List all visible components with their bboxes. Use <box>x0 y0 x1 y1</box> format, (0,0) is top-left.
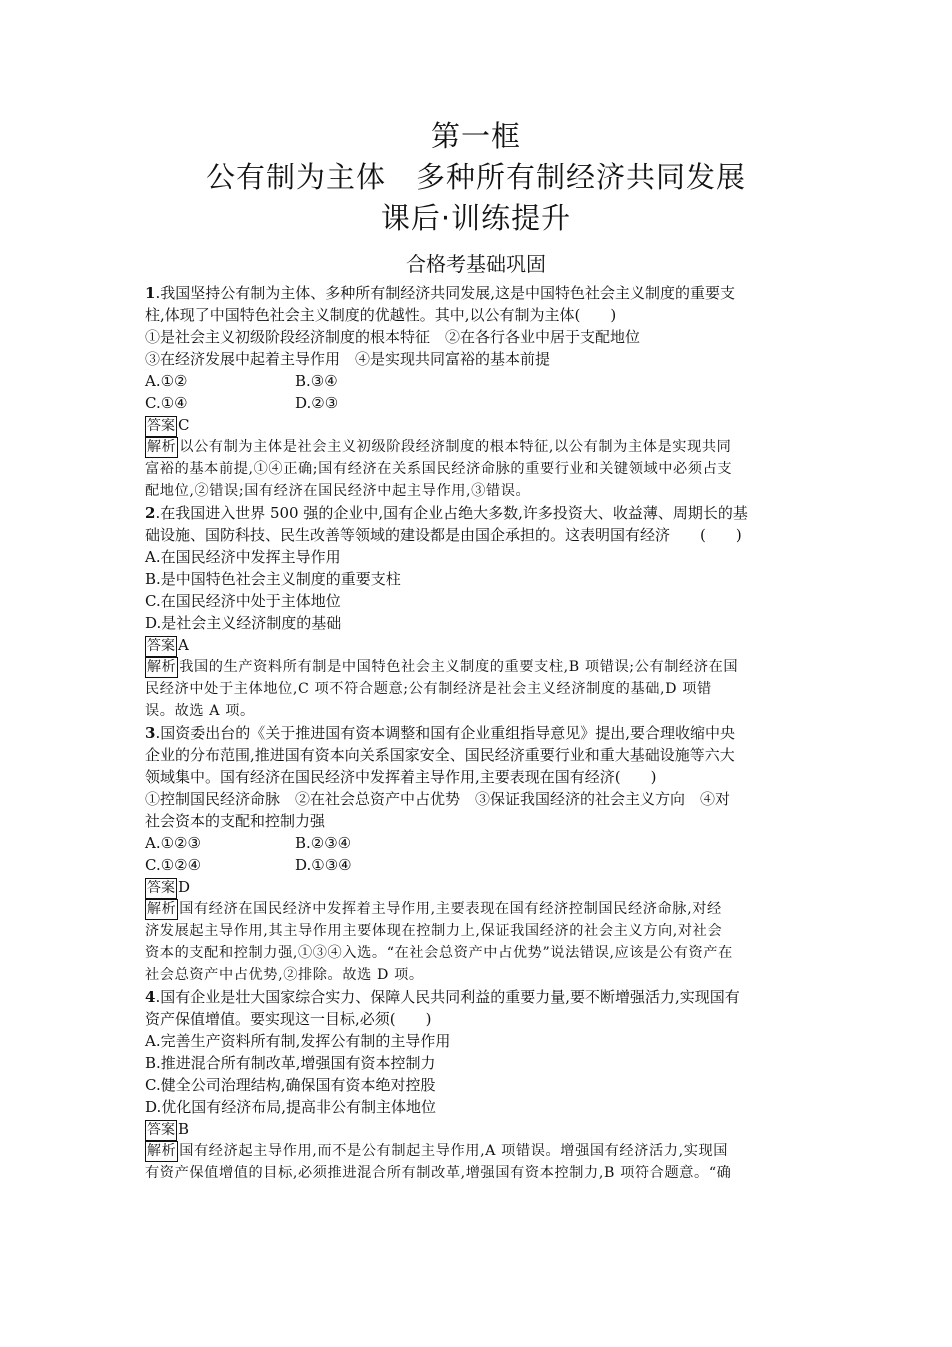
option-a[interactable]: A.①② <box>145 372 188 390</box>
answer-value: B <box>178 1120 190 1138</box>
question-stem: 3.国资委出台的《关于推进国有资本调整和国有企业重组指导意见》提出,要合理收缩中央 <box>145 724 735 742</box>
question-4 <box>145 986 811 1184</box>
analysis-line: 济发展起主导作用,其主导作用主要体现在控制力上,保证我国经济的社会主义方向,对社会 <box>145 923 723 939</box>
answer-value: A <box>178 636 189 654</box>
answer-tag: 答案 <box>145 1120 177 1141</box>
answer-tag: 答案 <box>145 416 177 437</box>
option-c[interactable]: C.①②④ <box>145 856 202 874</box>
lesson-title: 第一框 <box>430 119 521 153</box>
option-b[interactable]: B.③④ <box>295 372 338 390</box>
question-stem: 1.我国坚持公有制为主体、多种所有制经济共同发展,这是中国特色社会主义制度的重要支 <box>145 284 735 302</box>
question-2 <box>145 502 811 722</box>
analysis-line: 解析 国有经济在国民经济中发挥着主导作用,主要表现在国有经济控制国民经济命脉,对经 <box>145 898 811 920</box>
options-row <box>145 370 811 392</box>
analysis-line: 解析 国有经济起主导作用,而不是公有制起主导作用,A 项错误。增强国有经济活力,实现国 <box>145 1140 811 1162</box>
option-d[interactable]: D.②③ <box>295 394 339 412</box>
question-number: 2 <box>145 504 156 522</box>
analysis-line: 解析 我国的生产资料所有制是中国特色社会主义制度的重要支柱,B 项错误;公有制经济在国 <box>145 656 811 678</box>
analysis-line: 误。故选 A 项。 <box>145 703 255 719</box>
question-number: 3 <box>145 724 156 742</box>
lesson-subtitle: 公有制为主体 多种所有制经济共同发展 <box>205 160 746 194</box>
analysis-line: 有资产保值增值的目标,必须推进混合所有制改革,增强国有资本控制力,B 项符合题意。“确 <box>145 1165 732 1181</box>
option-c[interactable]: C.①④ <box>145 394 188 412</box>
analysis-line: 社会总资产中占优势,②排除。故选 D 项。 <box>145 967 424 983</box>
analysis-line: 民经济中处于主体地位,C 项不符合题意;公有制经济是社会主义经济制度的基础,D 项错 <box>145 681 712 697</box>
option-c[interactable]: C.健全公司治理结构,确保国有资本绝对控股 <box>145 1076 436 1094</box>
analysis-tag: 解析 <box>145 437 178 458</box>
answer-line <box>145 414 811 436</box>
question-stem: 企业的分布范围,推进国有资本向关系国家安全、国民经济重要行业和重大基础设施等六大 <box>145 746 735 764</box>
statement-item: ①控制国民经济命脉 ②在社会总资产中占优势 ③保证我国经济的社会主义方向 ④对 <box>145 790 731 808</box>
answer-tag: 答案 <box>145 878 177 899</box>
options-row <box>145 392 811 414</box>
option-b[interactable]: B.推进混合所有制改革,增强国有资本控制力 <box>145 1054 436 1072</box>
option-c[interactable]: C.在国民经济中处于主体地位 <box>145 592 341 610</box>
answer-value: C <box>178 416 190 434</box>
question-stem: 资产保值增值。要实现这一目标,必须( ) <box>145 1010 432 1028</box>
statement-item: ③在经济发展中起着主导作用 ④是实现共同富裕的基本前提 <box>145 350 551 368</box>
option-d[interactable]: D.是社会主义经济制度的基础 <box>145 614 342 632</box>
answer-line <box>145 1118 811 1140</box>
option-a[interactable]: A.在国民经济中发挥主导作用 <box>145 548 341 566</box>
answer-line <box>145 634 811 656</box>
question-number: 4 <box>145 988 156 1006</box>
option-b[interactable]: B.是中国特色社会主义制度的重要支柱 <box>145 570 401 588</box>
analysis-tag: 解析 <box>145 657 178 678</box>
option-b[interactable]: B.②③④ <box>295 834 352 852</box>
statement-item: ①是社会主义初级阶段经济制度的根本特征 ②在各行各业中居于支配地位 <box>145 328 641 346</box>
options-row <box>145 854 811 876</box>
question-stem: 4.国有企业是壮大国家综合实力、保障人民共同利益的重要力量,要不断增强活力,实现国有 <box>145 988 740 1006</box>
question-number: 1 <box>145 284 156 302</box>
answer-value: D <box>178 878 191 896</box>
options-row <box>145 832 811 854</box>
analysis-line: 解析 以公有制为主体是社会主义初级阶段经济制度的根本特征,以公有制为主体是实现共同 <box>145 436 811 458</box>
analysis-line: 配地位,②错误;国有经济在国民经济中起主导作用,③错误。 <box>145 483 531 499</box>
question-stem: 柱,体现了中国特色社会主义制度的优越性。其中,以公有制为主体( ) <box>145 306 617 324</box>
analysis-line: 富裕的基本前提,①④正确;国有经济在关系国民经济命脉的重要行业和关键领域中必须占支 <box>145 461 733 477</box>
question-stem: 领域集中。国有经济在国民经济中发挥着主导作用,主要表现在国有经济( ) <box>145 768 657 786</box>
question-list <box>145 282 811 1184</box>
question-stem: 础设施、国防科技、民生改善等领域的建设都是由国企承担的。这表明国有经济 ( ) <box>145 526 742 544</box>
question-3 <box>145 722 811 986</box>
analysis-tag: 解析 <box>145 899 178 920</box>
exercise-title: 课后·训练提升 <box>380 201 572 235</box>
option-a[interactable]: A.完善生产资料所有制,发挥公有制的主导作用 <box>145 1032 451 1050</box>
option-d[interactable]: D.优化国有经济布局,提高非公有制主体地位 <box>145 1098 437 1116</box>
answer-line <box>145 876 811 898</box>
question-stem: 2.在我国进入世界 500 强的企业中,国有企业占绝大多数,许多投资大、收益薄、周期长的基 <box>145 504 748 522</box>
answer-tag: 答案 <box>145 636 177 657</box>
question-1 <box>145 282 811 502</box>
option-d[interactable]: D.①③④ <box>295 856 352 874</box>
statement-item: 社会资本的支配和控制力强 <box>145 812 326 830</box>
section-title: 合格考基础巩固 <box>406 252 546 276</box>
analysis-tag: 解析 <box>145 1141 178 1162</box>
analysis-line: 资本的支配和控制力强,①③④入选。“在社会总资产中占优势”说法错误,应该是公有资产在 <box>145 945 733 961</box>
option-a[interactable]: A.①②③ <box>145 834 201 852</box>
